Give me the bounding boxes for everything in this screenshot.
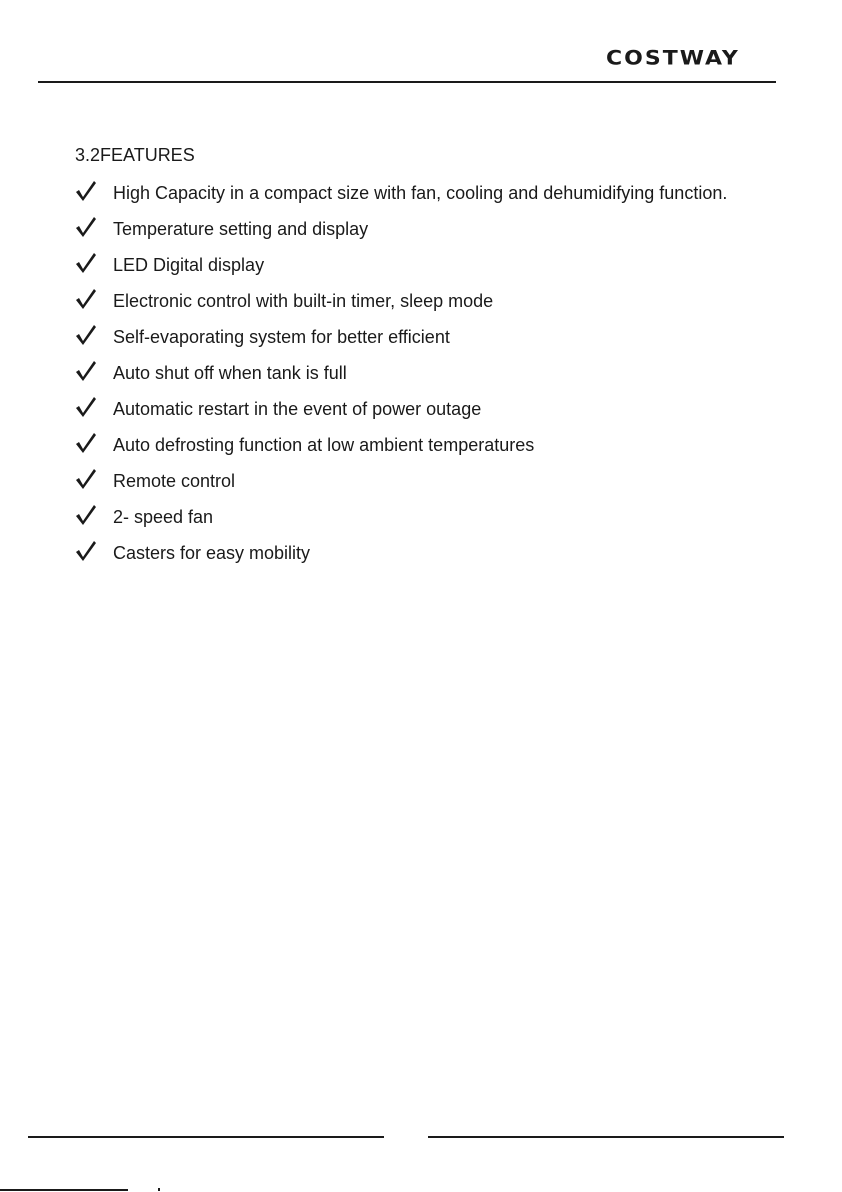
check-icon [75, 215, 97, 239]
check-icon [75, 323, 97, 347]
feature-item [75, 211, 765, 247]
feature-item [75, 355, 765, 391]
feature-item [75, 463, 765, 499]
brand-logo: COSTWAY [606, 47, 740, 70]
feature-text: Automatic restart in the event of power outage [113, 399, 482, 419]
feature-item [75, 499, 765, 535]
check-icon [75, 287, 97, 311]
feature-text: Remote control [113, 471, 236, 491]
check-icon [75, 467, 97, 491]
feature-text: Auto defrosting function at low ambient temperatures [113, 435, 535, 455]
header-divider [38, 81, 776, 83]
crop-rule [0, 1189, 128, 1191]
feature-text: Self-evaporating system for better efficient [113, 327, 450, 347]
feature-text: 2- speed fan [113, 507, 214, 527]
crop-mark [158, 1188, 160, 1191]
check-icon [75, 503, 97, 527]
feature-item [75, 247, 765, 283]
feature-text: Temperature setting and display [113, 219, 369, 239]
feature-item [75, 427, 765, 463]
footer-divider-left [28, 1136, 384, 1138]
section-title: 3.2FEATURES [75, 145, 195, 165]
feature-text: Auto shut off when tank is full [113, 363, 347, 383]
feature-item [75, 175, 783, 211]
feature-item [75, 535, 765, 571]
feature-text: Electronic control with built-in timer, sleep mode [113, 291, 494, 311]
feature-text: LED Digital display [113, 255, 265, 275]
feature-text: High Capacity in a compact size with fan, cooling and dehumidifying function. [113, 183, 728, 203]
footer-divider-right [428, 1136, 784, 1138]
feature-item [75, 319, 765, 355]
check-icon [75, 431, 97, 455]
feature-list [75, 175, 765, 571]
feature-item [75, 391, 765, 427]
feature-item [75, 283, 765, 319]
check-icon [75, 251, 97, 275]
check-icon [75, 359, 97, 383]
feature-text: Casters for easy mobility [113, 543, 311, 563]
check-icon [75, 395, 97, 419]
check-icon [75, 179, 97, 203]
check-icon [75, 539, 97, 563]
